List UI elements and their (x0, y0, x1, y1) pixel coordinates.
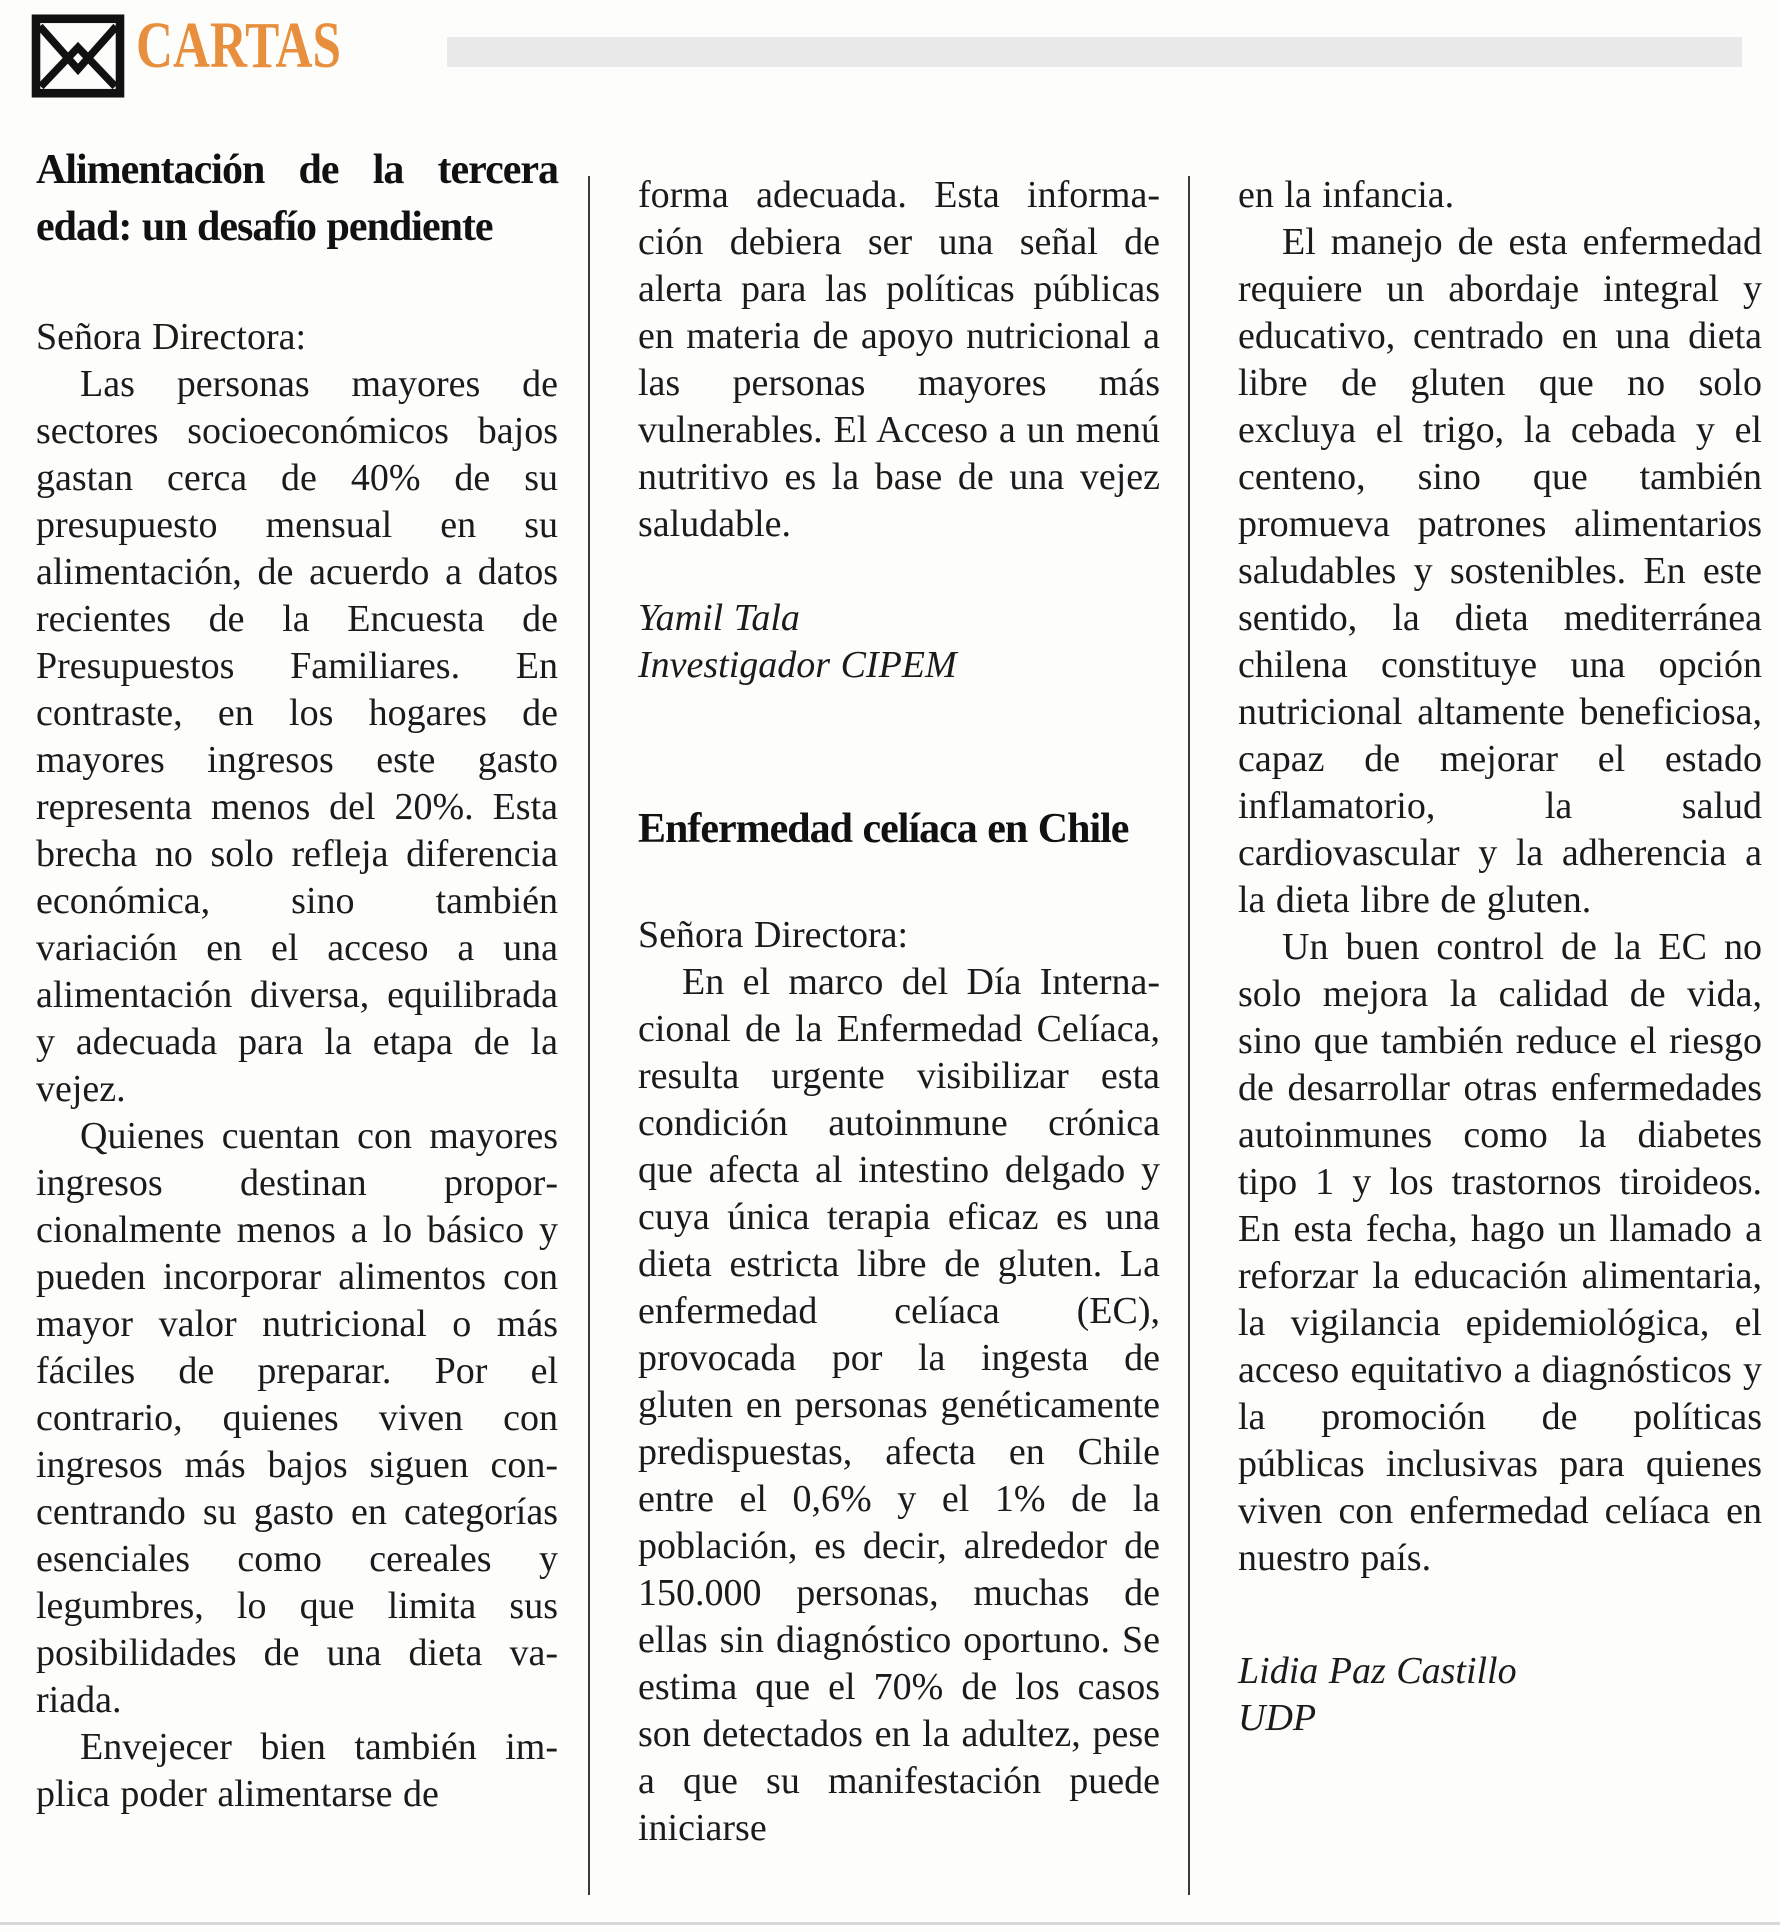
letter-2-paragraph: Un buen control de la EC no solo mejora la calidad de vida, sino que también reduce el riesgo de desarrollar otras enfermedades autoinmunes como la diabetes tipo 1 y los trastornos tiroideos. En esta fecha, hago un llamado a reforzar la educación alimentaria, la vigilancia epidemiológica, el acceso equitativo a diagnósticos y la promoción de políticas públicas inclusivas para quienes viven con enfermedad celíaca en nuestro país. (1238, 926, 1762, 1579)
letter-2-signature (1238, 1648, 1762, 1742)
bottom-rule (0, 1922, 1780, 1925)
column-2 (638, 172, 1160, 1852)
letter-2-paragraph: El manejo de esta enfermedad requiere un abordaje integral y educativo, centrado en una dieta libre de gluten que no solo excluya el trigo, la cebada y el centeno, sino que también promueva patrones alimentarios saludables y sostenibles. En este sentido, la dieta mediterránea chilena constituye una opción nutricional altamente beneficiosa, capaz de mejorar el estado inflamatorio, la salud cardiovascular y la adherencia a la dieta libre de gluten. (1238, 221, 1762, 921)
letter-1-paragraph: Quienes cuentan con mayores ingresos destinan proporcionalmente menos a lo básico y pueden incorporar alimentos con mayor valor nutricional o más fáciles de preparar. Por el contrario, quienes viven con ingresos más bajos siguen concentrando su gasto en categorías esenciales como cereales y legumbres, lo que limita sus posibilidades de una dieta variada. (36, 1115, 558, 1721)
envelope-icon (30, 14, 126, 98)
letter-2-paragraph: En el marco del Día Internacional de la Enfermedad Celíaca, resulta urgente visibilizar esta condición autoinmune crónica que afecta al intestino delgado y cuya única terapia eficaz es una dieta estricta libre de gluten. La enfermedad celíaca (EC), provocada por la ingesta de gluten en personas genéticamente predispuestas, afecta en Chile entre el 0,6% y el 1% de la población, es decir, alrededor de 150.000 personas, muchas de ellas sin diagnóstico oportuno. Se estima que el 70% de los casos son detectados en la adultez, pese a que su manifestación puede iniciarse (638, 961, 1160, 1849)
letter-1-title: Alimentación de la tercera edad: un desafío pendiente (36, 147, 558, 250)
column-divider-1 (588, 176, 590, 1895)
column-1 (36, 142, 558, 1818)
letter-2-paragraph-continuation: en la infancia. (1238, 174, 1455, 216)
letter-1-salutation: Señora Directora: (36, 316, 307, 358)
letter-2-salutation: Señora Directora: (638, 914, 909, 956)
signature-role: UDP (1238, 1697, 1317, 1739)
letter-1-signature (638, 595, 1160, 689)
section-title: CARTAS (136, 9, 341, 82)
column-3 (1238, 172, 1762, 1742)
column-divider-2 (1188, 176, 1190, 1895)
signature-name: Lidia Paz Castillo (1238, 1650, 1517, 1692)
header-rule-bar (447, 37, 1742, 67)
letter-2-title: Enfermedad celíaca en Chile (638, 806, 1129, 852)
signature-role: Investigador CIPEM (638, 644, 957, 686)
signature-name: Yamil Tala (638, 597, 800, 639)
letter-1-paragraph: Las personas mayores de sectores socioeconómicos bajos gastan cerca de 40% de su presupuesto mensual en su alimentación, de acuerdo a datos recientes de la Encuesta de Presupuestos Familiares. En contraste, en los hogares de mayores ingresos este gasto representa menos del 20%. Esta brecha no solo refleja diferencia económica, sino también variación en el acceso a una alimentación diversa, equilibrada y adecuada para la etapa de la vejez. (36, 363, 558, 1110)
letter-1-paragraph-continuation: forma adecuada. Esta información debiera ser una señal de alerta para las políticas públicas en materia de apoyo nutricional a las personas mayores más vulnerables. El Acceso a un menú nutritivo es la base de una vejez saludable. (638, 174, 1160, 545)
letter-1-paragraph: Envejecer bien también implica poder alimentarse de (36, 1726, 558, 1815)
